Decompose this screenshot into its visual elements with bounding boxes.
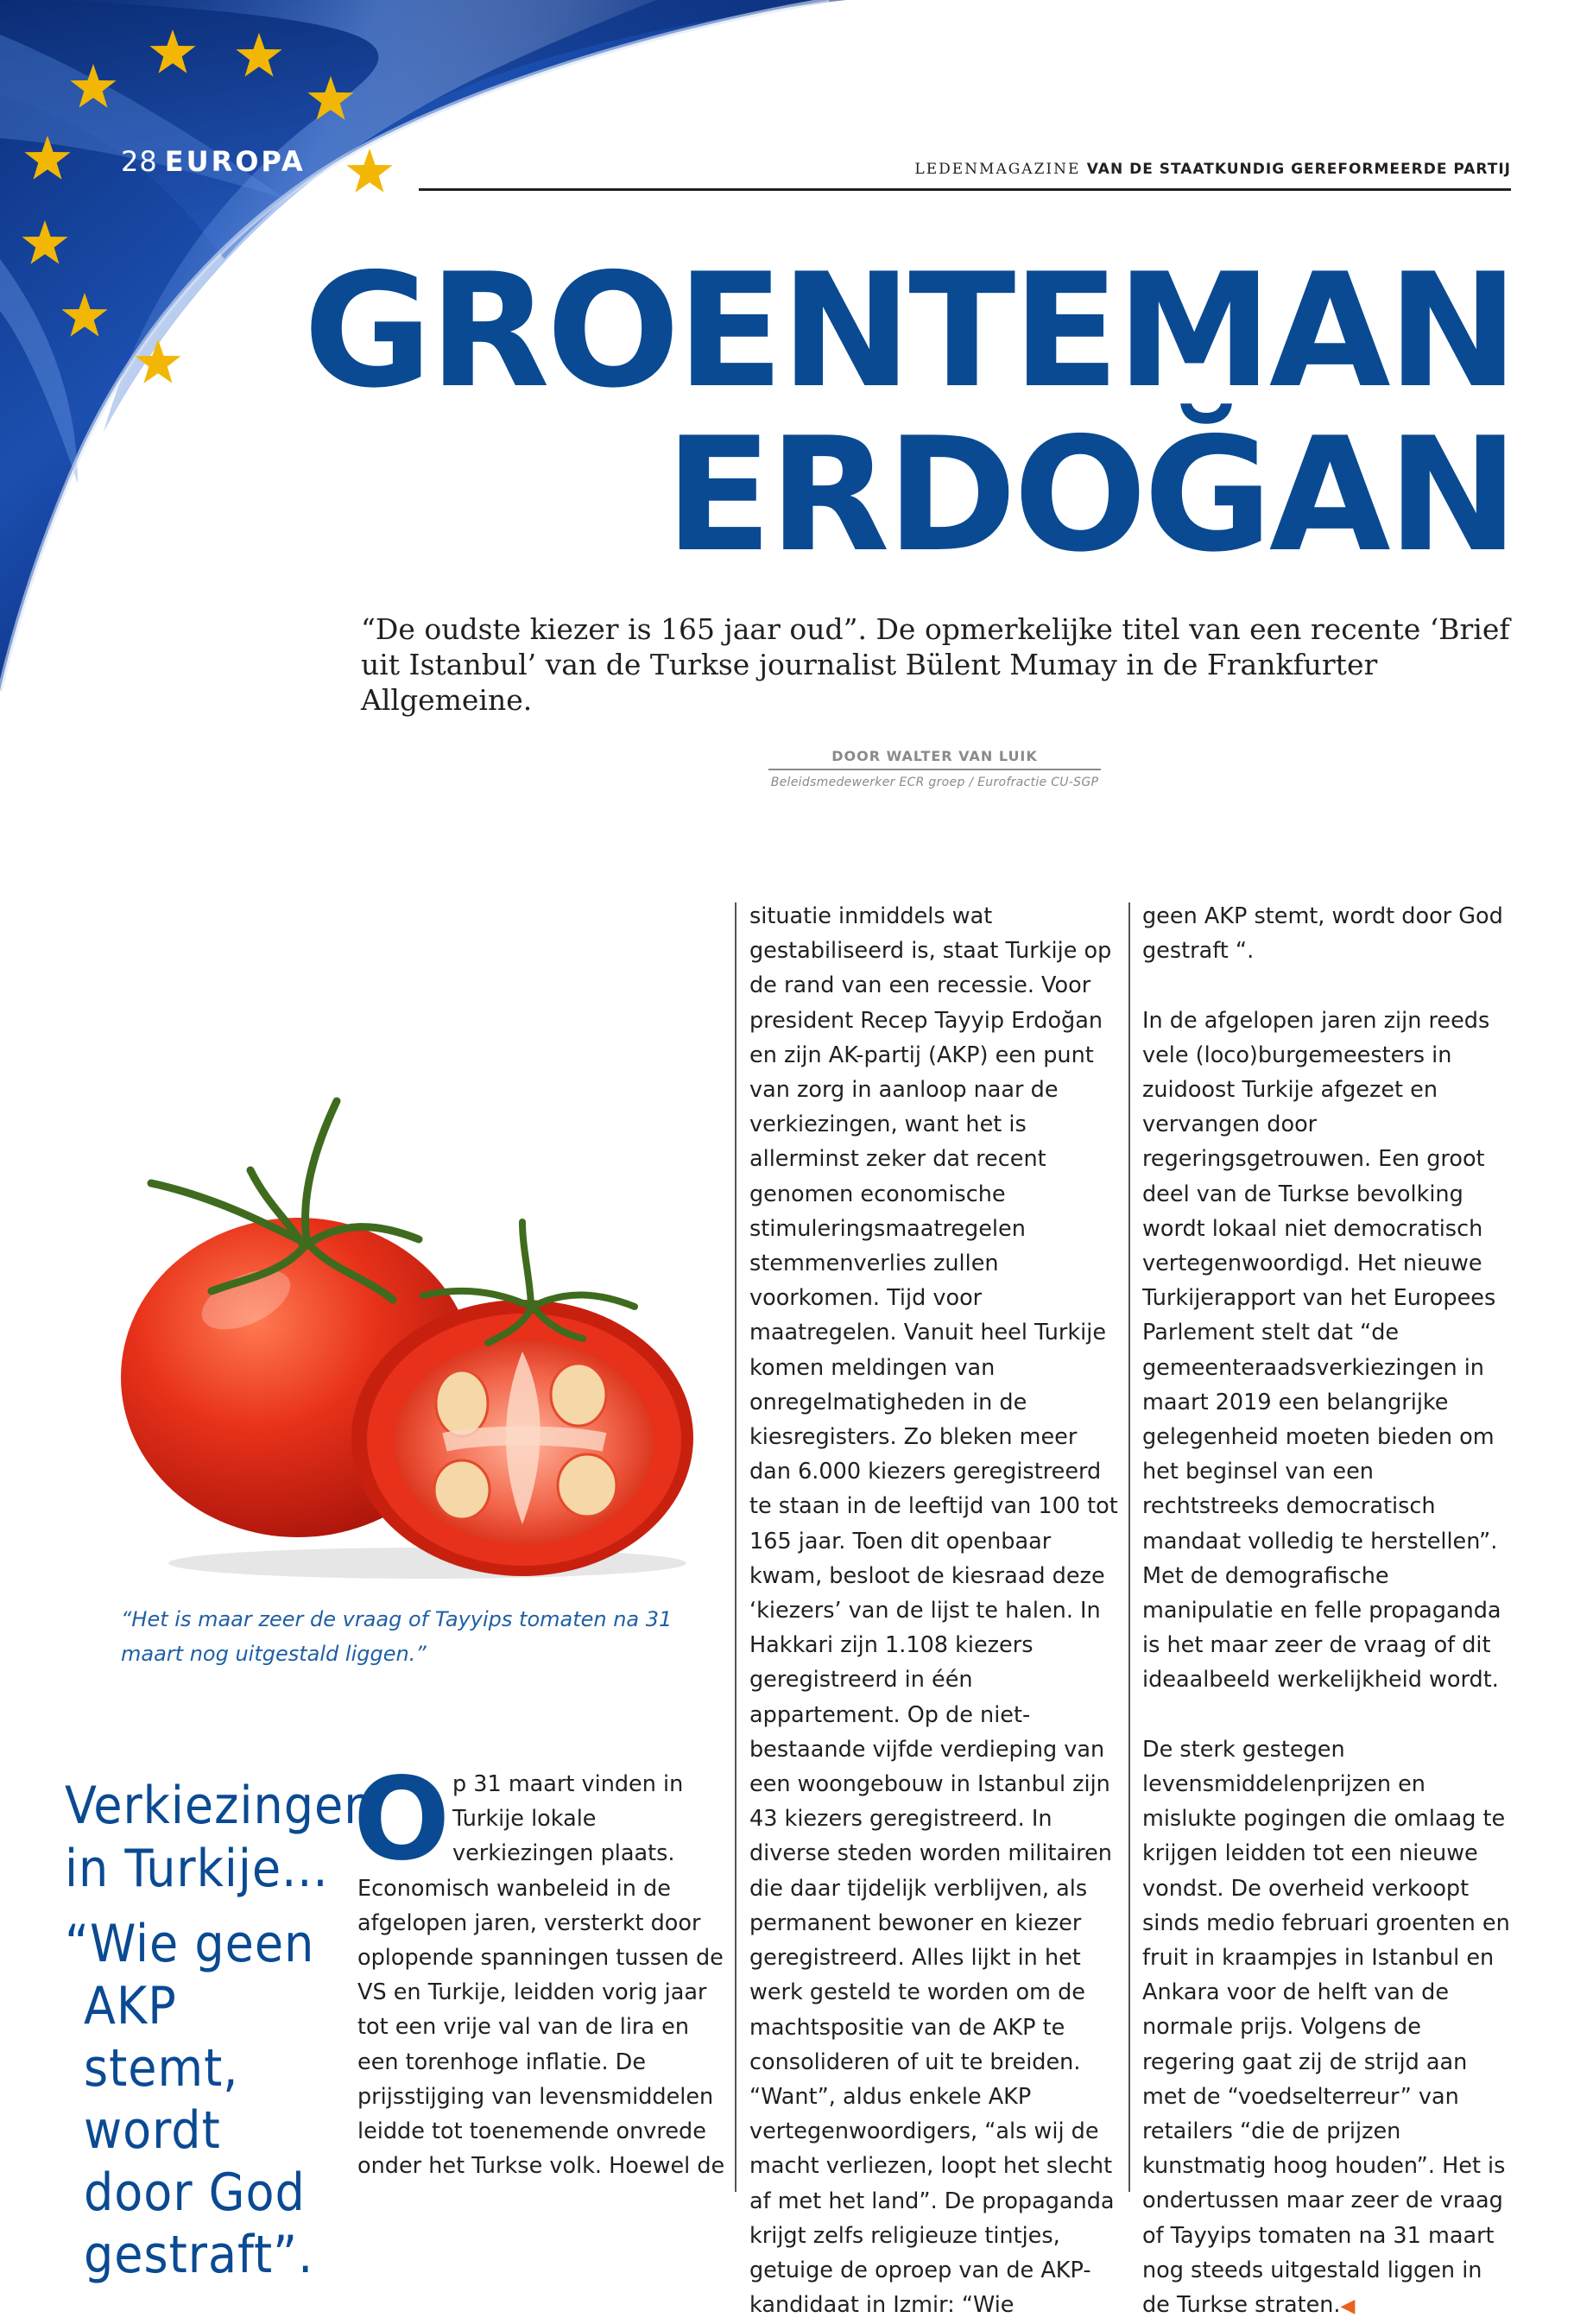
article-headline	[303, 239, 1515, 586]
page-number	[121, 145, 306, 178]
section-label: EUROPA	[164, 145, 306, 178]
byline-role: Beleidsmedewerker ECR groep / Eurofractie CU-SGP	[770, 776, 1099, 789]
pull-quote-text: “Wie geen AKP stemt, wordt door God gestraft”.	[65, 1914, 315, 2285]
end-mark-icon: ◀	[1340, 2296, 1356, 2318]
image-caption: “Het is maar zeer de vraag of Tayyips tomaten na 31 maart nog uitgestald liggen.”	[121, 1607, 673, 1666]
column-2-text: situatie inmiddels wat gestabiliseerd is, staat Turkije op de rand van een recessie. Voor president Recep Tayyip Erdoğan en zijn AK-partij (AKP) een punt van zorg in aanloop naar de verkiezingen, want het is allerminst zeker dat recent genomen economische stimuleringsmaatregelen stemmenverlies zullen voorkomen. Tijd voor maatregelen. Vanuit heel Turkije komen meldingen van onregelmatigheden in de kiesregisters. Zo bleken meer dan 6.000 kiezers geregistreerd te staan in de leeftijd van 100 tot 165 jaar. Toen dit openbaar kwam, besloot de kiesraad deze ‘kiezers’ van de lijst te halen. In Hakkari zijn 1.108 kiezers geregistreerd in één appartement. Op de niet-bestaande vijfde verdieping van een woongebouw in Istanbul zijn 43 kiezers geregistreerd. In diverse steden worden militairen die daar tijdelijk verblijven, als permanent bewoner en kiezer geregistreerd. Alles lijkt in het werk gesteld te worden om de machtspositie van de AKP te consolideren of uit te breiden. “Want”, aldus enkele AKP vertegenwoordigers, “als wij de macht verliezen, loopt het slecht af met het land”. De propaganda krijgt zelfs religieuze tintjes, getuige de oproep van de AKP-kandidaat in Izmir: “Wie	[749, 903, 1118, 2319]
masthead	[914, 161, 1511, 178]
masthead-prefix: LEDENMAGAZINE	[914, 161, 1081, 178]
header-rule	[419, 188, 1511, 191]
byline	[768, 748, 1101, 789]
drop-cap	[353, 1772, 452, 1867]
tomato-image	[117, 1092, 704, 1589]
column-3-paragraph-1: geen AKP stemt, wordt door God gestraft “.	[1142, 903, 1503, 965]
column-3-paragraph-2: In de afgelopen jaren zijn reeds vele (loco)burgemeesters in zuidoost Turkije afgezet en vervangen door regeringsgetrouwen. Een groot deel van de Turkse bevolking wordt lokaal niet democratisch vertegenwoordigd. Het nieuwe Turkijerapport van het Europees Parlement stelt dat “de gemeenteraadsverkiezingen in maart 2019 een belangrijke gelegenheid moeten bieden om het beginsel van een rechtstreeks democratisch mandaat volledig te herstellen”. Met de demografische manipulatie en felle propaganda is het maar zeer de vraag of dit ideaalbeeld werkelijkheid wordt.	[1142, 1007, 1501, 1694]
byline-author: DOOR WALTER VAN LUIK	[768, 748, 1101, 770]
article-column-1	[353, 1767, 725, 2183]
pull-quote-title: Verkiezingen in Turkije...	[65, 1776, 375, 1899]
column-divider-2	[1128, 902, 1130, 2192]
headline-line-1: GROENTEMAN	[303, 239, 1515, 422]
headline-line-2: ERDOĞAN	[665, 403, 1515, 586]
drop-cap-letter: O	[353, 1772, 451, 1867]
column-3-paragraph-3-text: De sterk gestegen levensmiddelenprijzen en mislukte pogingen die omlaag te krijgen leidden tot een nieuwe vondst. De overheid verkoopt sinds medio februari groenten en fruit in kraampjes in Istanbul en Ankara voor de helft van de normale prijs. Volgens de regering gaat zij de strijd aan met de “voedselterreur” van retailers “die de prijzen kunstmatig hoog houden”. Het is ondertussen maar zeer de vraag of Tayyips tomaten na 31 maart nog steeds uitgestald liggen in de Turkse straten.	[1142, 1736, 1510, 2319]
column-divider-1	[735, 902, 736, 2192]
page-number-value: 28	[121, 145, 158, 178]
article-lead: “De oudste kiezer is 165 jaar oud”. De opmerkelijke titel van een recente ‘Brief uit Istanbul’ van de Turkse journalist Bülent Mumay in de Frankfurter Allgemeine.	[361, 612, 1510, 717]
column-3-paragraph-3	[1142, 1732, 1514, 2324]
column-1-text: p 31 maart vinden in Turkije lokale verkiezingen plaats. Economisch wanbeleid in de afgelopen jaren, versterkt door oplopende spanningen tussen de VS en Turkije, leidden vorig jaar tot een vrije val van de lira en een torenhoge inflatie. De prijsstijging van levensmiddelen leidde tot toenemende onvrede onder het Turkse volk. Hoewel de	[357, 1771, 725, 2180]
pull-quote	[65, 1775, 375, 2286]
masthead-party: VAN DE STAATKUNDIG GEREFORMEERDE PARTIJ	[1086, 161, 1511, 178]
article-column-3	[1142, 899, 1514, 2324]
article-column-2	[749, 899, 1121, 2322]
